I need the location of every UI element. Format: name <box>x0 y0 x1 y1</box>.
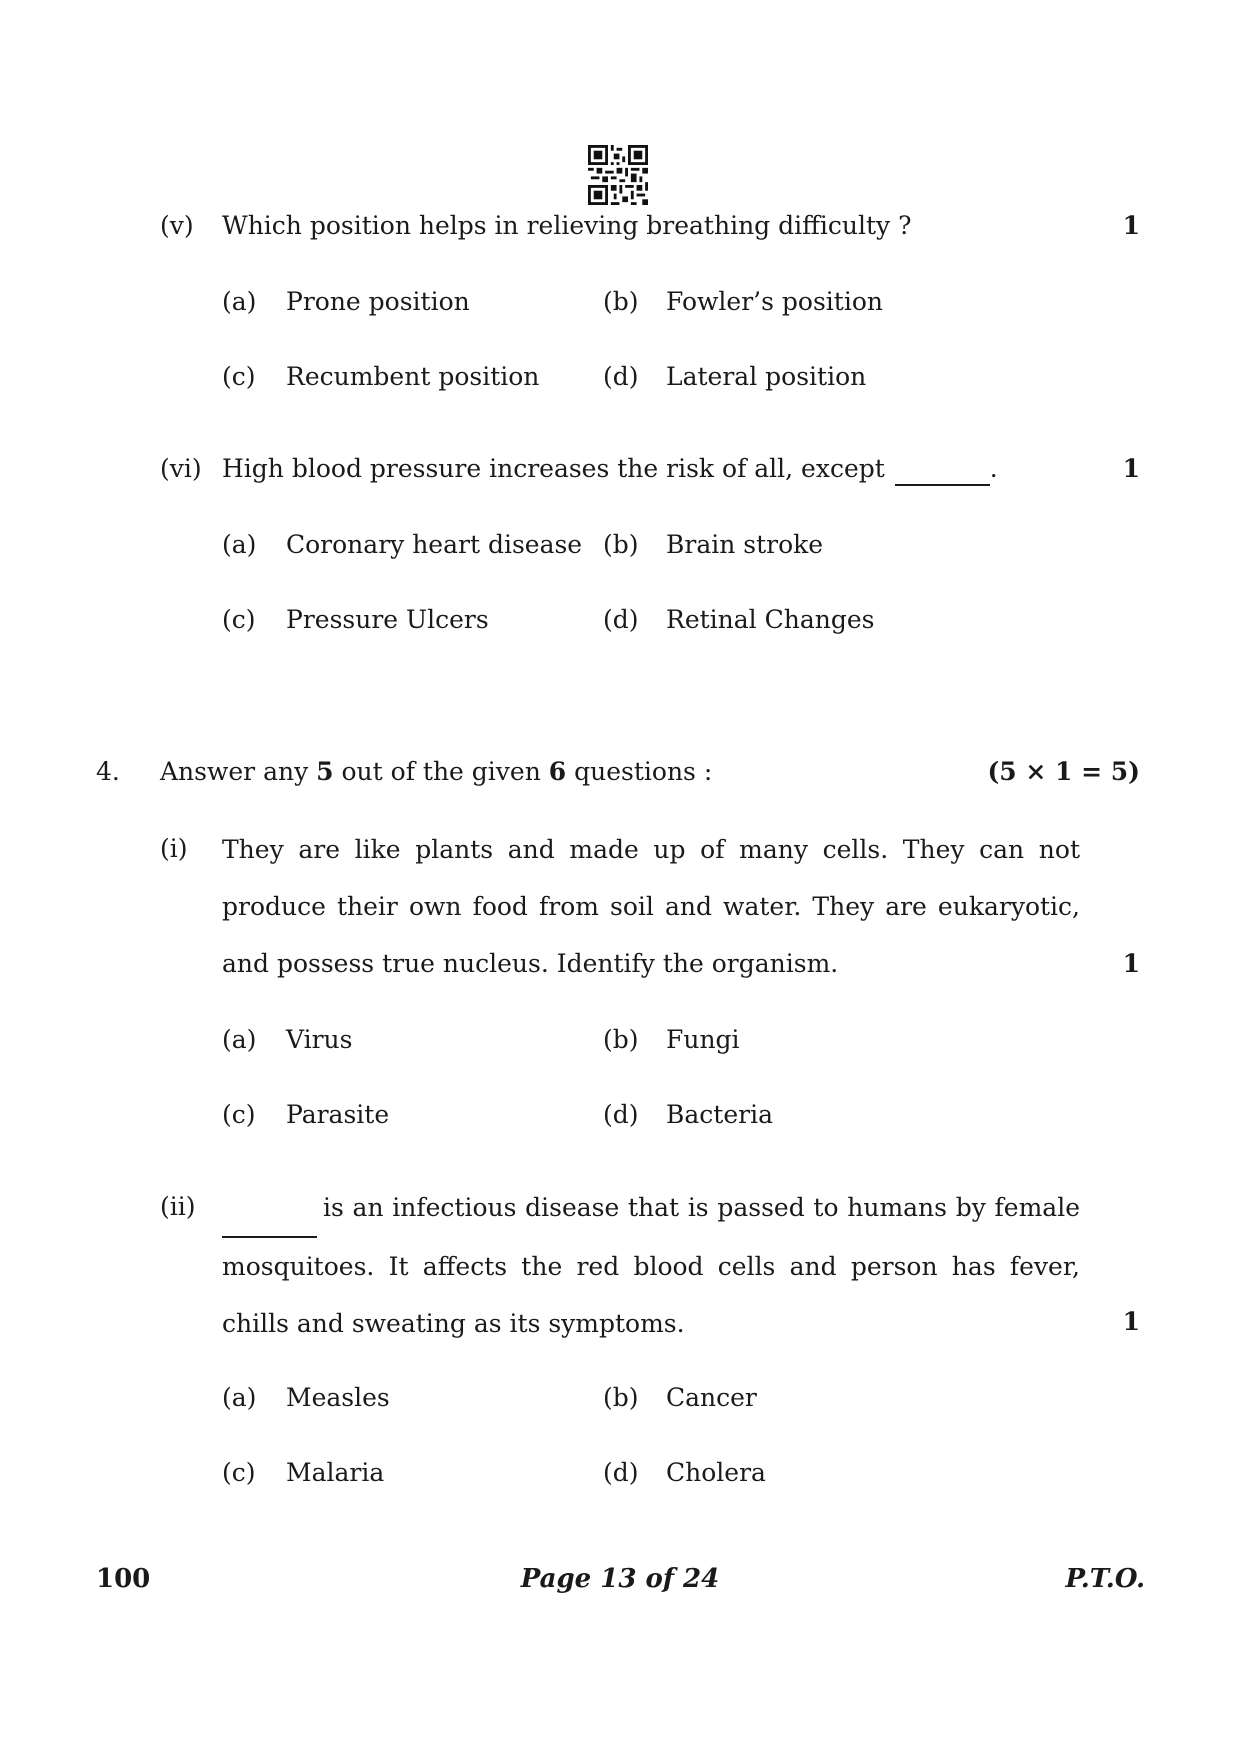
qr-code-icon <box>588 145 648 205</box>
question-text: is an infectious disease that is passed to humans by female mosquitoes. It affects the red blood cells and person has fever, chills and sweating as its symptoms. <box>222 1193 1080 1338</box>
answer-blank <box>222 1179 317 1238</box>
option-label: (c) <box>222 1100 256 1129</box>
option-text: Brain stroke <box>666 530 824 559</box>
question-text-line <box>222 454 998 486</box>
option-text: Cancer <box>666 1383 757 1412</box>
question-number: (vi) <box>160 454 202 483</box>
option-label: (b) <box>603 530 639 559</box>
option-label: (b) <box>603 1383 639 1412</box>
option-text: Fungi <box>666 1025 740 1054</box>
option-text: Cholera <box>666 1458 766 1487</box>
option-text: Coronary heart disease <box>286 530 583 559</box>
option-text: Malaria <box>286 1458 385 1487</box>
section-instruction: Answer any 5 out of the given 6 questions : <box>160 757 713 786</box>
option-label: (d) <box>603 605 639 634</box>
answer-blank <box>895 454 990 486</box>
question-text: They are like plants and made up of many cells. They can not produce their own food from soil and water. They are eukaryotic, and possess true nucleus. Identify the organism. <box>222 835 1080 978</box>
option-text: Lateral position <box>666 362 867 391</box>
question-number: (i) <box>160 834 188 863</box>
option-text: Bacteria <box>666 1100 773 1129</box>
question-marks: 1 <box>1122 211 1140 240</box>
page-number: Page 13 of 24 <box>520 1564 720 1594</box>
pto-label: P.T.O. <box>1065 1564 1145 1594</box>
option-label: (d) <box>603 1100 639 1129</box>
option-label: (c) <box>222 605 256 634</box>
question-number: (ii) <box>160 1192 196 1221</box>
option-label: (a) <box>222 287 257 316</box>
option-label: (a) <box>222 1025 257 1054</box>
section-marks: (5 × 1 = 5) <box>987 757 1140 786</box>
option-text: Virus <box>286 1025 353 1054</box>
question-marks: 1 <box>1122 949 1140 978</box>
option-label: (d) <box>603 362 639 391</box>
option-label: (b) <box>603 287 639 316</box>
question-marks: 1 <box>1122 454 1140 483</box>
option-label: (c) <box>222 362 256 391</box>
question-text: Which position helps in relieving breathing difficulty ? <box>222 211 912 240</box>
question-marks: 1 <box>1122 1307 1140 1336</box>
question-text-end: . <box>989 454 998 483</box>
option-text: Parasite <box>286 1100 390 1129</box>
option-text: Measles <box>286 1383 390 1412</box>
option-label: (a) <box>222 530 257 559</box>
question-number: (v) <box>160 211 194 240</box>
question-text: High blood pressure increases the risk of all, except <box>222 454 885 483</box>
section-number: 4. <box>96 757 120 786</box>
question-text-block <box>222 1179 1080 1352</box>
option-label: (b) <box>603 1025 639 1054</box>
option-text: Prone position <box>286 287 470 316</box>
option-text: Retinal Changes <box>666 605 875 634</box>
option-label: (d) <box>603 1458 639 1487</box>
option-text: Recumbent position <box>286 362 540 391</box>
option-label: (a) <box>222 1383 257 1412</box>
option-text: Fowler’s position <box>666 287 883 316</box>
option-text: Pressure Ulcers <box>286 605 489 634</box>
option-label: (c) <box>222 1458 256 1487</box>
paper-code: 100 <box>96 1564 151 1594</box>
